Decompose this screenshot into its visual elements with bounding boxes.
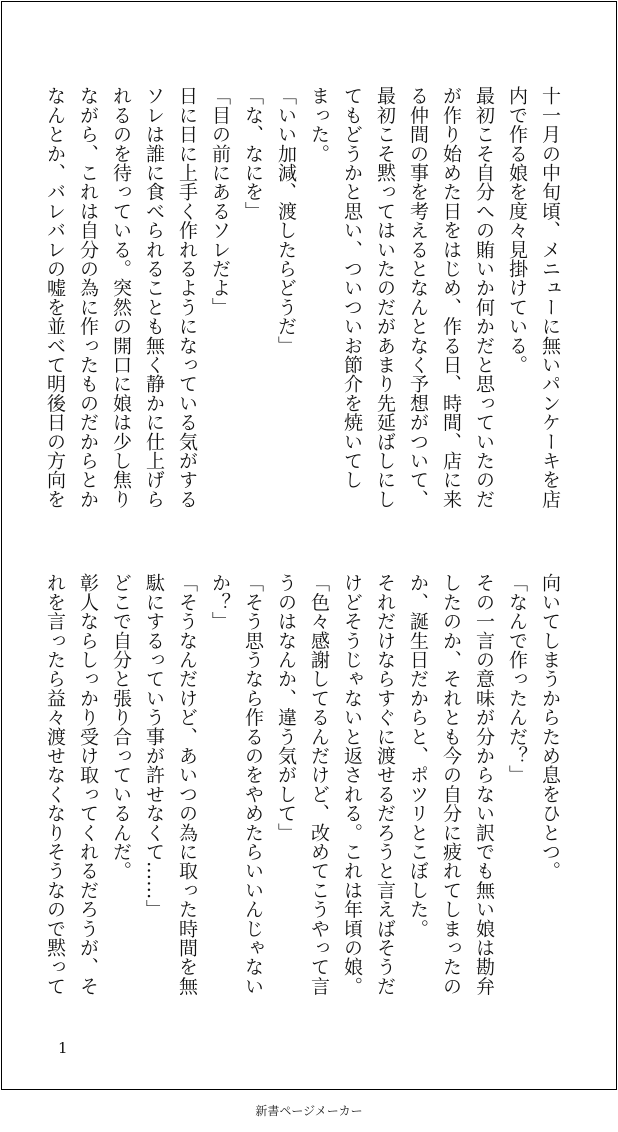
- text-line: 内で作る娘を度々見掛けている。: [506, 86, 528, 374]
- text-line: れを言ったら益々渡せなくなりそうなので黙って: [44, 573, 66, 996]
- text-line: 「なんで作ったんだ？」: [506, 573, 528, 785]
- text-line: 彰人ならしっかり受け取ってくれるだろうが、そ: [77, 573, 99, 996]
- text-line: 向いてしまうからため息をひとつ。: [539, 573, 561, 881]
- text-line: 「色々感謝してるんだけど、改めてこうやって言: [308, 573, 330, 996]
- text-line: したのか、それとも今の自分に疲れてしまったの: [440, 573, 462, 996]
- text-line: る仲間の事を考えるとなんとなく予想がついて、: [407, 86, 429, 509]
- text-line: なんとか、バレバレの嘘を並べて明後日の方向を: [44, 86, 66, 509]
- text-line: どこで自分と張り合っているんだ。: [110, 573, 132, 881]
- text-line: ソレは誰に食べられることも無く静かに仕上げら: [143, 86, 165, 509]
- text-line: 「目の前にあるソレだよ」: [209, 86, 231, 317]
- footer-credit: 新書ページメーカー: [255, 1104, 363, 1118]
- text-line: てもどうかと思い、ついついお節介を焼いてし: [341, 86, 363, 490]
- text-line: 「そう思うなら作るのをやめたらいいんじゃない: [242, 573, 264, 996]
- text-line: れるのを待っている。突然の開口に娘は少し焦り: [110, 86, 132, 509]
- text-block-bottom: [38, 573, 566, 1013]
- text-line: けどそうじゃないと返される。これは年頃の娘。: [341, 573, 363, 996]
- text-line: 最初こそ自分への賄いか何かだと思っていたのだ: [473, 86, 495, 509]
- text-line: ながら、これは自分の為に作ったものだからとか: [77, 86, 99, 509]
- text-line: 十一月の中旬頃、メニューに無いパンケーキを店: [539, 86, 561, 509]
- text-line: が作り始めた日をはじめ、作る日、時間、店に来: [440, 86, 462, 509]
- text-line: その一言の意味が分からない訳でも無い娘は勘弁: [473, 573, 495, 996]
- text-line: 「いい加減、渡したらどうだ」: [275, 86, 297, 355]
- text-line: それだけならすぐに渡せるだろうと言えばそうだ: [374, 573, 396, 996]
- text-line: か、誕生日だからと、ポツリとこぼした。: [407, 573, 429, 938]
- text-line: 日に日に上手く作れるようになっている気がする: [176, 86, 198, 509]
- text-line: 「そうなんだけど、あいつの為に取った時間を無: [176, 573, 198, 996]
- page-frame: [1, 1, 617, 1090]
- text-line: まった。: [308, 86, 330, 163]
- text-block-top: [38, 86, 566, 526]
- text-line: うのはなんか、違う気がして」: [275, 573, 297, 842]
- text-line: 駄にするっていう事が許せなくて……」: [143, 573, 165, 919]
- text-line: 最初こそ黙ってはいたのだがあまり先延ばしにし: [374, 86, 396, 509]
- text-line: 「な、なにを」: [242, 86, 264, 221]
- page-number: 1: [58, 1039, 68, 1057]
- text-line: か？」: [209, 573, 231, 631]
